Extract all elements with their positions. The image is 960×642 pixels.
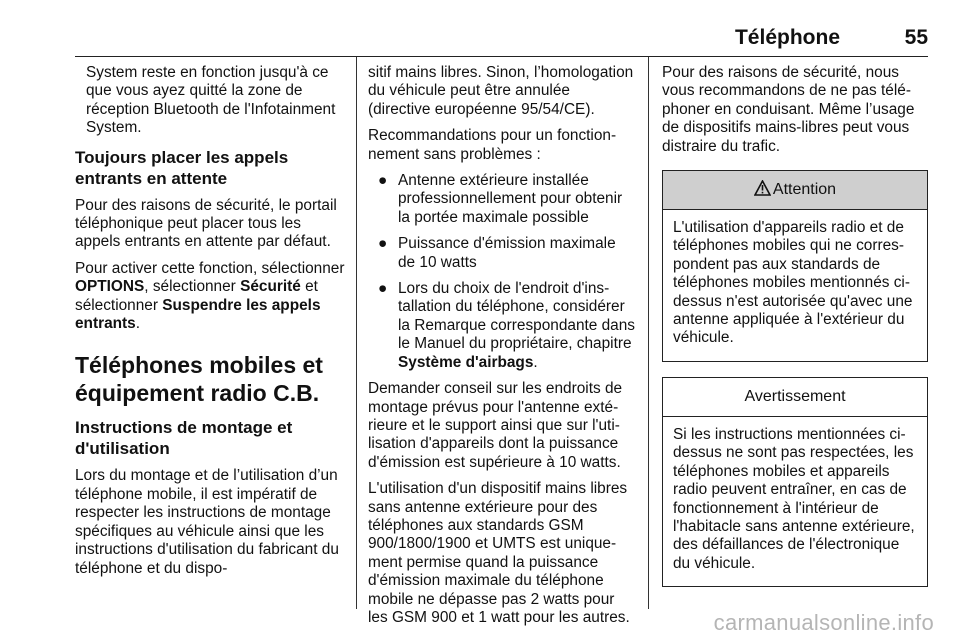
header-rule	[75, 56, 928, 57]
text-run: et sélectionner	[75, 278, 318, 314]
paragraph-hold-reason: Pour des raisons de sécurité, le portail téléphonique peut placer tous les appels entrants en attente par défaut.	[75, 196, 337, 251]
heading-installation-instructions: Instructions de montage et d'utilisation	[75, 418, 293, 459]
column-middle	[368, 64, 635, 635]
watermark: carmanualsonline.info	[713, 610, 934, 635]
attention-box	[662, 170, 928, 362]
avertissement-title: Avertissement	[744, 387, 846, 405]
text-run: Pour activer cette fonction, sélectionner	[75, 259, 345, 277]
chapter-reference: Système d'airbags	[398, 353, 534, 371]
column-right	[662, 64, 928, 587]
column-divider-2	[648, 57, 649, 609]
bullet-icon: ●	[378, 172, 388, 190]
paragraph-activate-instructions	[75, 260, 347, 334]
menu-term-options: OPTIONS	[75, 278, 145, 296]
avertissement-box	[662, 377, 928, 587]
text-run: .	[533, 353, 538, 371]
continued-paragraph: System reste en fonction jusqu'à ce que vous ayez quitté la zone de réception Bluetooth de l'Infotainment System.	[86, 64, 336, 137]
paragraph-hands-free: L'utilisation d'un dispositif mains libres sans antenne extérieure pour des téléphones aux standards GSM 900/1800/1900 et UMTS est uniquement permise quand la puissance d'émission maximale du téléphone mobile ne dépasse pas 2 watts pour les GSM 900 et 1 watt pour les autres.	[368, 480, 630, 626]
list-item	[368, 235, 635, 272]
paragraph-homologation: sitif mains libres. Sinon, l’homologation du véhicule peut être annulée (directive européenne 95/54/CE).	[368, 64, 634, 118]
text-run: , sélectionner	[144, 278, 241, 296]
paragraph-recommendations-intro: Recommandations pour un fonctionnement sans problèmes :	[368, 127, 617, 163]
page-title: Téléphone	[734, 26, 840, 49]
list-item-text: Antenne extérieure installée professionnellement pour obtenir la portée maximale possible	[398, 172, 623, 226]
attention-title: Attention	[772, 181, 837, 199]
list-item-text: Lors du choix de l'endroit d'installation du téléphone, considérer la Remarque correspondante dans le Manuel du propriétaire, chapitre	[398, 280, 635, 353]
paragraph-installation: Lors du montage et de l’utilisation d’un téléphone mobile, il est impératif de respecter les instructions de montage spécifiques au véhicule ainsi que les instructions d'utilisation du fabricant du téléphone et du dispo-	[75, 467, 339, 577]
attention-body: L'utilisation d'appareils radio et de téléphones mobiles qui ne correspondent pas aux standards de téléphones mobiles mentionnés ci-dessus n'est autorisée qu'avec une antenne appliquée à l'extérieur du véhicule.	[673, 219, 913, 347]
column-divider-1	[356, 57, 357, 609]
menu-term-suspend-calls: Suspendre les appels entrants	[75, 296, 321, 333]
list-item	[368, 172, 635, 227]
warning-triangle-icon	[754, 180, 771, 196]
avertissement-body: Si les instructions mentionnées ci-dessus ne sont pas respectées, les téléphones mobiles et appareils radio peuvent entraîner, en cas de fonctionnement à l'intérieur de l'habitacle sans antenne extérieure, des défaillances de l'électronique du véhicule.	[673, 425, 915, 572]
section-heading-mobile-phones: Téléphones mobiles et équipement radio C.B.	[75, 352, 323, 407]
attention-box-header	[663, 171, 927, 210]
page-number: 55	[904, 26, 928, 49]
page-header	[0, 26, 960, 56]
paragraph-safety: Pour des raisons de sécurité, nous vous recommandons de ne pas téléphoner en conduisant. Même l’usage de dispositifs mains-libres peut vous distraire du trafic.	[662, 64, 915, 155]
list-item	[368, 280, 635, 372]
bullet-icon: ●	[378, 280, 388, 298]
recommendations-list	[368, 172, 635, 372]
menu-term-security: Sécurité	[240, 278, 301, 296]
bullet-icon: ●	[378, 235, 388, 253]
paragraph-antenna-advice: Demander conseil sur les endroits de montage prévus pour l'antenne extérieure et le support ainsi que sur l'utilisation d'appareils dont la puissance d'émission est supérieure à 10 watts.	[368, 380, 623, 471]
list-item-text: Puissance d'émission maximale de 10 watts	[398, 235, 616, 271]
heading-hold-calls: Toujours placer les appels entrants en attente	[75, 147, 289, 188]
text-run: .	[135, 315, 141, 333]
column-left	[75, 64, 347, 586]
avertissement-box-header	[663, 378, 927, 417]
